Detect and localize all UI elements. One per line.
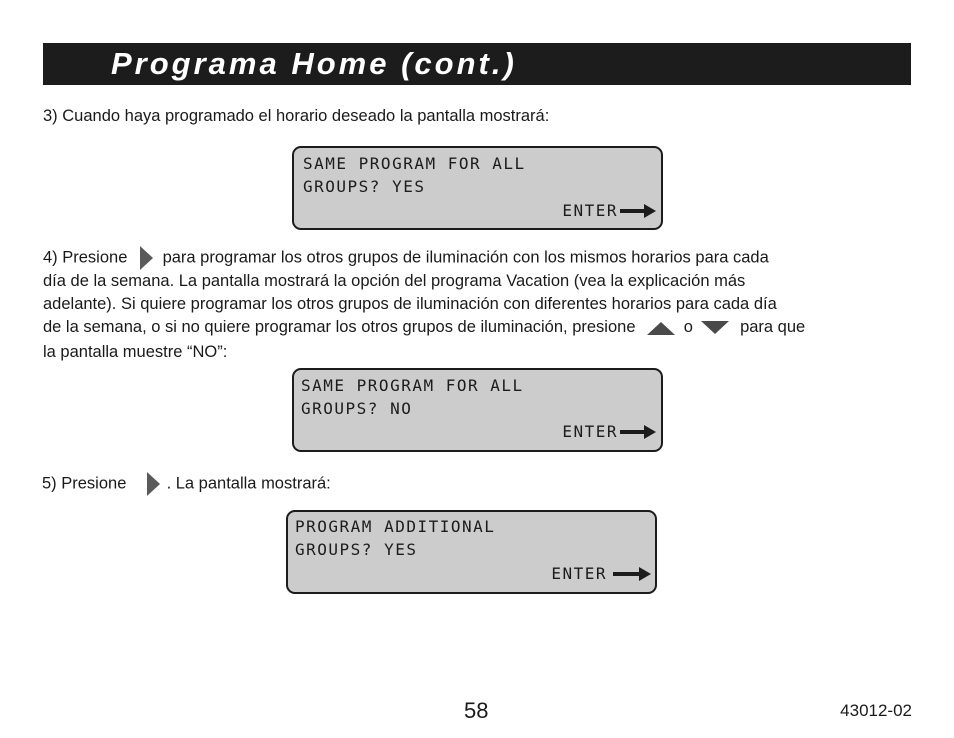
page-title: Programa Home (cont.) (111, 46, 517, 81)
lcd-display-3 (286, 510, 657, 594)
lcd-display-2 (292, 368, 663, 452)
step-4-line-4 (43, 316, 805, 340)
enter-label: ENTER (562, 201, 618, 220)
right-arrow-key-icon (145, 472, 161, 496)
enter-arrow-icon (613, 567, 651, 581)
step-4-or: o (683, 318, 693, 336)
lcd-display-3-line-2: GROUPS? YES (295, 540, 418, 559)
document-code: 43012-02 (840, 701, 912, 720)
enter-arrow-icon (620, 204, 656, 218)
step-4-line-2: día de la semana. La pantalla mostrará la opción del programa Vacation (vea la explicación más (43, 272, 746, 290)
step-5-prefix: 5) Presione (42, 474, 127, 493)
lcd-display-1-line-1: SAME PROGRAM FOR ALL (303, 154, 526, 173)
lcd-display-1-line-2: GROUPS? YES (303, 177, 426, 196)
step-4-line-1-rest: para programar los otros grupos de iluminación con los mismos horarios para cada (162, 248, 769, 267)
step-4-line-1 (43, 246, 769, 270)
enter-label: ENTER (562, 422, 618, 441)
up-arrow-key-icon (647, 321, 675, 335)
lcd-display-1-enter (562, 202, 656, 220)
step-4-prefix: 4) Presione (43, 248, 128, 267)
lcd-display-3-line-1: PROGRAM ADDITIONAL (295, 517, 496, 536)
right-arrow-key-icon (138, 246, 154, 270)
step-5-rest: . La pantalla mostrará: (166, 474, 331, 493)
page-number: 58 (464, 698, 489, 723)
lcd-display-1 (292, 146, 663, 230)
step-4-line-3: adelante). Si quiere programar los otros grupos de iluminación con diferentes horarios para cada día (43, 295, 777, 313)
step-4-line-4-b: para que (740, 318, 806, 336)
step-4-line-4-a: de la semana, o si no quiere programar los otros grupos de iluminación, presione (43, 318, 636, 336)
lcd-display-2-line-2: GROUPS? NO (301, 399, 413, 418)
lcd-display-3-enter (551, 565, 651, 583)
lcd-display-2-line-1: SAME PROGRAM FOR ALL (301, 376, 524, 395)
step-3-text: 3) Cuando haya programado el horario deseado la pantalla mostrará: (43, 107, 550, 125)
step-4-line-5: la pantalla muestre “NO”: (43, 343, 228, 361)
page-title-bar (43, 43, 911, 85)
step-5-text (42, 472, 331, 496)
lcd-display-2-enter (562, 423, 656, 441)
enter-label: ENTER (551, 564, 607, 583)
enter-arrow-icon (620, 425, 656, 439)
down-arrow-key-icon (701, 321, 729, 335)
